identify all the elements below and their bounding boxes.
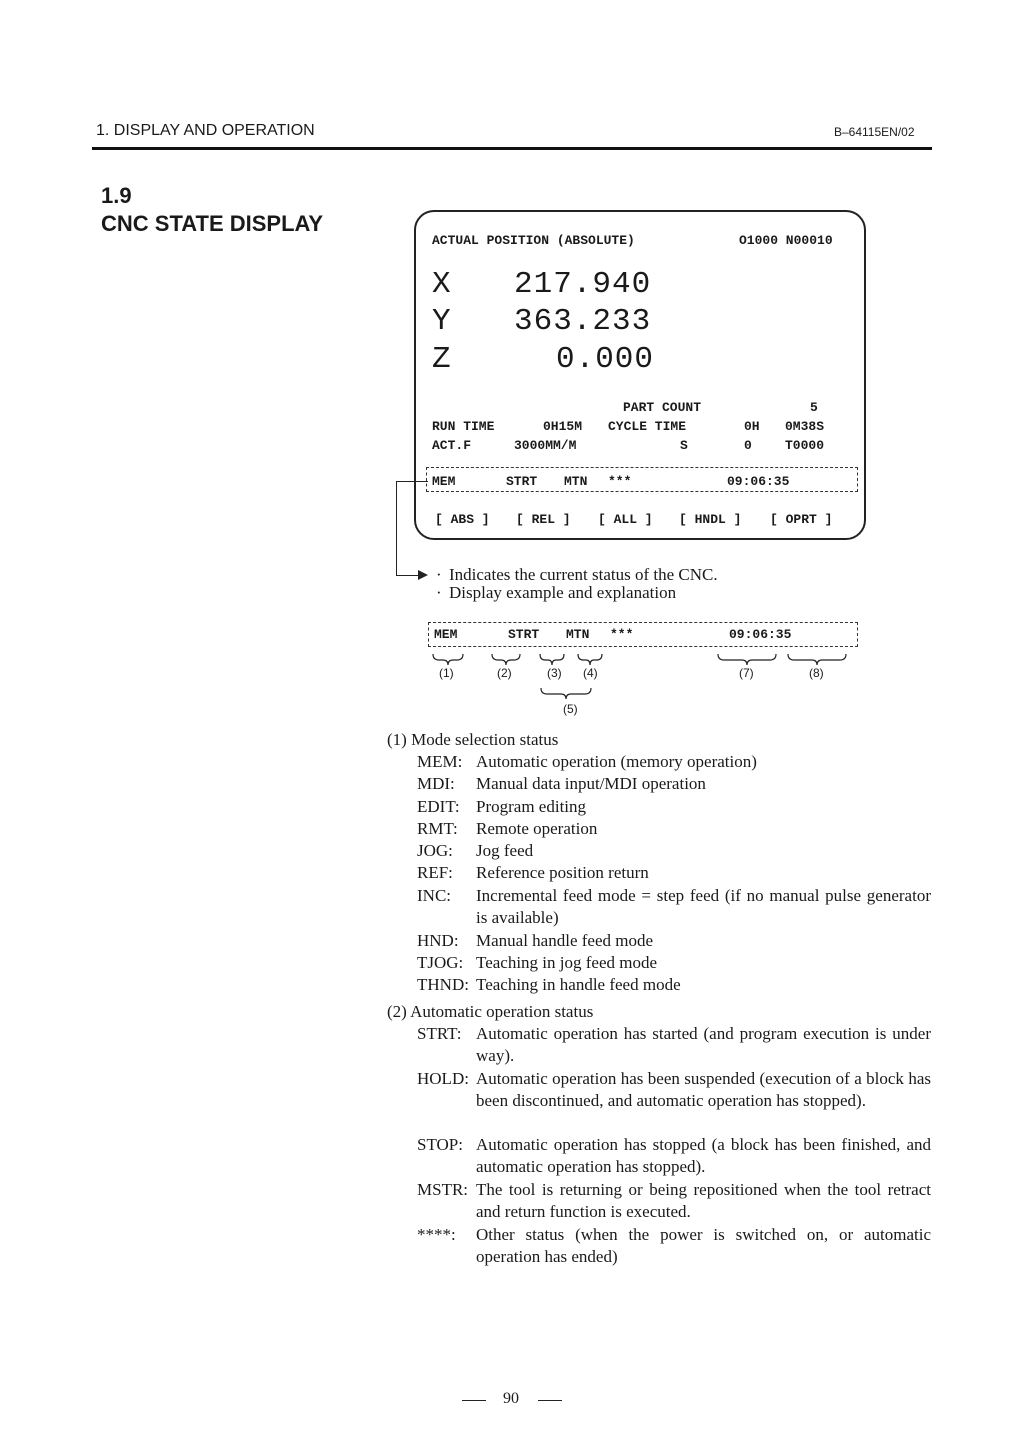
cycle-time-label: CYCLE TIME [608,419,687,434]
axis-value-z: 0.000 [556,342,655,377]
section-title: CNC STATE DISPLAY [101,211,324,236]
cycle-time-hours: 0H [744,419,760,434]
status-aux: *** [608,474,632,489]
list-description: Automatic operation has been suspended (execution of a block has been discontinued, and automatic operation has stopped). [476,1069,931,1110]
example-mode: MEM [434,627,458,642]
brace-8 [788,654,846,665]
list-description: Incremental feed mode = step feed (if no manual pulse generator is available) [476,886,931,927]
status-auto: STRT [506,474,538,489]
running-header-title: 1. DISPLAY AND OPERATION [96,122,315,139]
run-time-label: RUN TIME [432,419,495,434]
callout-label: (8) [809,666,824,680]
axis-value-x: 217.940 [514,267,652,302]
softkey-oprt: [ OPRT ] [770,512,833,527]
bullet-marker: · [436,565,442,584]
part-count-label: PART COUNT [623,400,702,415]
callout-label: (2) [497,666,512,680]
run-time-value: 0H15M [543,419,583,434]
list-term: ****: [417,1225,456,1244]
list-heading-mode-selection: (1) Mode selection status [387,730,559,749]
list-description: Manual handle feed mode [476,931,654,950]
spindle-value: 0 [744,438,752,453]
axis-label-y: Y [432,304,452,339]
actual-feed-value: 3000MM/M [514,438,577,453]
example-time: 09:06:35 [729,627,792,642]
bullet-marker: · [436,583,442,602]
list-term: TJOG: [417,953,464,972]
list-term: MSTR: [417,1180,469,1199]
screen-title: ACTUAL POSITION (ABSOLUTE) [432,233,635,248]
list-term: JOG: [417,841,453,860]
callout-label: (3) [547,666,562,680]
callout-label: (1) [439,666,454,680]
list-description: Remote operation [476,819,598,838]
list-term: REF: [417,863,453,882]
status-mode: MEM [432,474,456,489]
brace-2 [492,654,520,665]
list-term: EDIT: [417,797,460,816]
bullet-item: Indicates the current status of the CNC. [449,565,718,584]
list-description: Teaching in jog feed mode [476,953,658,972]
softkey-abs: [ ABS ] [435,512,490,527]
list-term: THND: [417,975,469,994]
program-number: O1000 N00010 [739,233,833,248]
list-description: Reference position return [476,863,649,882]
bullet-item: Display example and explanation [449,583,677,602]
list-description: Automatic operation has started (and program execution is under way). [476,1024,931,1065]
axis-label-x: X [432,267,452,302]
spindle-label: S [680,438,688,453]
part-count-value: 5 [810,400,818,415]
page-number-rule-left [462,1400,486,1401]
list-description: Other status (when the power is switched on, or automatic operation has ended) [476,1225,931,1266]
page-number: 90 [503,1390,519,1407]
list-heading-automatic-operation: (2) Automatic operation status [387,1002,594,1021]
list-description: Manual data input/MDI operation [476,774,706,793]
document-code: B–64115EN/02 [834,125,915,139]
section-number: 1.9 [101,183,132,208]
softkey-hndl: [ HNDL ] [679,512,742,527]
list-description: Automatic operation has stopped (a block has been finished, and automatic operation has stopped). [476,1135,931,1176]
example-auto: STRT [508,627,540,642]
list-term: HOLD: [417,1069,469,1088]
brace-3 [540,654,564,665]
list-term: STRT: [417,1024,462,1043]
list-term: HND: [417,931,459,950]
axis-label-z: Z [432,342,452,377]
example-motion: MTN [566,627,590,642]
list-description: Teaching in handle feed mode [476,975,681,994]
brace-5 [541,688,591,699]
softkey-all: [ ALL ] [598,512,653,527]
callout-label: (4) [583,666,598,680]
callout-label: (7) [739,666,754,680]
list-term: RMT: [417,819,458,838]
brace-4 [578,654,602,665]
list-description: Program editing [476,797,587,816]
actual-feed-label: ACT.F [432,438,472,453]
brace-7 [718,654,776,665]
softkey-rel: [ REL ] [516,512,571,527]
page-number-rule-right [538,1400,562,1401]
axis-value-y: 363.233 [514,304,652,339]
example-aux: *** [610,627,634,642]
list-description: The tool is returning or being repositioned when the tool retract and return function is executed. [476,1180,931,1221]
callout-braces [0,0,1024,720]
cycle-time-minsec: 0M38S [785,419,825,434]
callout-label: (5) [563,702,578,716]
status-time: 09:06:35 [727,474,790,489]
brace-1 [433,654,463,665]
tool-number: T0000 [785,438,825,453]
list-term: MDI: [417,774,455,793]
list-term: MEM: [417,752,463,771]
list-term: STOP: [417,1135,463,1154]
status-motion: MTN [564,474,588,489]
list-description: Automatic operation (memory operation) [476,752,757,771]
list-term: INC: [417,886,451,905]
list-description: Jog feed [476,841,534,860]
